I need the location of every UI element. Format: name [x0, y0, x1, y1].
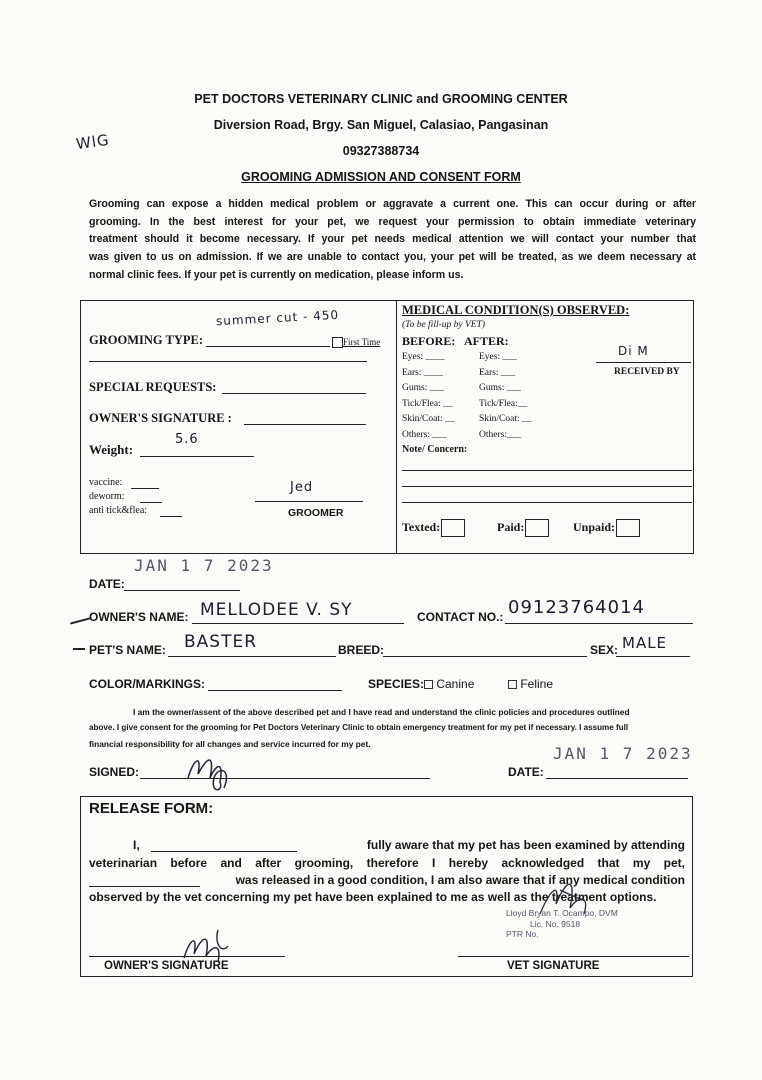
clinic-address: Diversion Road, Brgy. San Miguel, Calasiao, Pangasinan — [213, 118, 549, 132]
date-line-2 — [546, 778, 688, 779]
clinic-name: PET DOCTORS VETERINARY CLINIC and GROOMING CENTER — [194, 92, 568, 106]
intro-line: grooming. In the best interest for your pet, we request your permission to obtain immediate veterinary — [89, 215, 696, 228]
owner-signature-line[interactable] — [244, 424, 366, 425]
deworm-line — [140, 502, 162, 503]
intro-paragraph — [89, 196, 696, 285]
consent-line: above. I give consent for the grooming for Pet Doctors Veterinary Clinic to obtain emergency treatment for my pet if necessary. I assume full — [89, 723, 629, 732]
after-gums: Gums: ___ — [479, 383, 521, 394]
note-line-2[interactable] — [402, 486, 692, 487]
species-label: SPECIES: — [368, 677, 425, 691]
before-rows — [402, 350, 455, 444]
grooming-type-label: GROOMING TYPE: — [89, 333, 204, 347]
owner-tick-mark — [70, 617, 90, 624]
note-line-1[interactable] — [402, 470, 692, 471]
release-title: RELEASE FORM: — [89, 800, 214, 817]
before-skin: Skin/Coat: __ — [402, 414, 455, 425]
color-line[interactable] — [208, 690, 342, 691]
pet-tick-mark — [73, 648, 85, 650]
consent-line: financial responsibility for all changes and service incurred for my pet. — [89, 739, 371, 749]
feline-option[interactable]: Feline — [508, 677, 553, 691]
before-tick: Tick/Flea: __ — [402, 398, 453, 409]
after-skin: Skin/Coat: __ — [479, 414, 532, 425]
before-others: Others: ___ — [402, 429, 447, 440]
grooming-type-line — [206, 346, 330, 347]
special-requests-line[interactable] — [222, 393, 366, 394]
deworm-label: deworm: — [89, 491, 125, 502]
before-label: BEFORE: — [402, 334, 456, 348]
form-title: GROOMING ADMISSION AND CONSENT FORM — [241, 170, 521, 184]
weight-value[interactable]: 5.6 — [175, 432, 199, 447]
canine-option[interactable]: Canine — [424, 677, 474, 691]
owner-signature-label: OWNER'S SIGNATURE : — [89, 411, 232, 425]
texted-checkbox[interactable] — [441, 519, 465, 537]
anti-tick-line — [160, 516, 182, 517]
breed-label: BREED: — [338, 643, 385, 657]
vet-stamp-lic: Lic. No. 9518 — [530, 918, 581, 929]
after-eyes: Eyes: ___ — [479, 352, 517, 362]
received-by-label: RECEIVED BY — [614, 367, 680, 377]
owner-release-sig-line[interactable] — [89, 956, 285, 957]
contact-label: CONTACT NO.: — [417, 610, 504, 624]
signed-label: SIGNED: — [89, 765, 140, 779]
clinic-phone: 09327388734 — [342, 144, 420, 158]
paid-checkbox[interactable] — [525, 519, 549, 537]
after-rows — [479, 350, 532, 444]
paid-field[interactable]: Paid: — [497, 519, 549, 537]
intro-line: was given to us on admission. If we are unable to contact you, your pet will be treated, as we deem necessary at — [89, 251, 696, 264]
note-line-3[interactable] — [402, 502, 692, 503]
before-gums: Gums: ___ — [402, 383, 444, 394]
owner-name-value[interactable]: MELLODEE V. SY — [200, 600, 353, 620]
vet-sig-label: VET SIGNATURE — [507, 960, 600, 972]
weight-line — [140, 456, 254, 457]
anti-tick-label: anti tick&flea: — [89, 505, 148, 516]
after-label: AFTER: — [464, 334, 509, 348]
vet-stamp-name: Lloyd Bryan T. Ocampo, DVM — [506, 908, 618, 918]
breed-line[interactable] — [383, 656, 587, 657]
after-ears: Ears: ___ — [479, 367, 516, 378]
intro-line: Grooming can expose a hidden medical problem or aggravate a current one. This can occur during or after — [89, 198, 696, 210]
contact-line — [505, 623, 693, 624]
before-ears: Ears: ____ — [402, 367, 443, 378]
received-by-line — [596, 362, 691, 363]
sex-line — [616, 656, 690, 657]
first-time-checkbox[interactable] — [332, 337, 343, 348]
vet-subtitle: (To be fill-up by VET) — [402, 320, 486, 330]
date-label-2: DATE: — [508, 765, 544, 779]
unpaid-checkbox[interactable] — [616, 519, 640, 537]
signed-line — [140, 778, 430, 779]
unpaid-field[interactable]: Unpaid: — [573, 519, 640, 537]
groomer-line — [255, 501, 363, 502]
note-label: Note/ Concern: — [402, 444, 468, 455]
vet-sig-line[interactable] — [458, 956, 689, 957]
vet-stamp-ptr: PTR No. — [506, 929, 539, 939]
intro-line: treatment should it become necessary. If your pet needs medical attention we will contact your number that — [89, 233, 696, 246]
vaccine-line — [131, 488, 159, 489]
release-pet-line[interactable] — [89, 886, 200, 887]
release-name-line[interactable] — [151, 851, 297, 852]
release-bottom-line — [80, 976, 692, 977]
contact-value[interactable]: 09123764014 — [508, 597, 645, 618]
grooming-extra-line — [89, 361, 367, 362]
vet-signature-scribble — [530, 870, 610, 920]
groomer-value[interactable]: Jed — [290, 480, 314, 495]
grooming-type-value[interactable]: summer cut - 450 — [215, 307, 340, 329]
medical-condition-title: MEDICAL CONDITION(S) OBSERVED: — [402, 303, 630, 317]
owner-name-label: OWNER'S NAME: — [89, 610, 189, 624]
groomer-label: GROOMER — [288, 507, 344, 519]
owner-name-line — [192, 623, 404, 624]
pet-name-value[interactable]: BASTER — [184, 632, 258, 652]
owner-signature-scribble — [180, 748, 250, 794]
after-tick: Tick/Flea:__ — [479, 398, 528, 409]
sex-value[interactable]: MALE — [622, 634, 668, 652]
pet-name-line — [168, 656, 336, 657]
date-stamp: JAN 1 7 2023 — [134, 556, 274, 575]
after-others: Others:___ — [479, 429, 522, 440]
release-line-4: observed by the vet concerning my pet have been explained to me as well as the treatment options. — [89, 890, 657, 904]
date-label: DATE: — [89, 577, 125, 591]
margin-note: WlG — [74, 130, 111, 154]
consent-line: I am the owner/assent of the above described pet and I have read and understand the clinic policies and procedures outlined — [133, 707, 630, 717]
sex-label: SEX: — [590, 643, 619, 657]
color-label: COLOR/MARKINGS: — [89, 677, 205, 691]
intro-line: normal clinic fees. If your pet is currently on medication, please inform us. — [89, 268, 464, 281]
box-divider — [396, 300, 397, 553]
date-stamp-2: JAN 1 7 2023 — [553, 744, 693, 763]
weight-label: Weight: — [89, 442, 134, 457]
texted-field[interactable]: Texted: — [402, 519, 465, 537]
vaccine-label: vaccine: — [89, 477, 123, 488]
first-time-label: First Time — [343, 337, 381, 347]
special-requests-label: SPECIAL REQUESTS: — [89, 380, 217, 394]
before-eyes: Eyes: ____ — [402, 352, 445, 362]
release-line-2: veterinarian before and after grooming, therefore I hereby acknowledged that my pet, — [89, 856, 685, 870]
feline-checkbox[interactable] — [508, 680, 517, 689]
pet-name-label: PET'S NAME: — [89, 643, 166, 657]
received-by-value[interactable]: Di M — [618, 344, 649, 358]
canine-checkbox[interactable] — [424, 680, 433, 689]
owner-release-sig-label: OWNER'S SIGNATURE — [104, 960, 229, 972]
date-line — [124, 590, 240, 591]
